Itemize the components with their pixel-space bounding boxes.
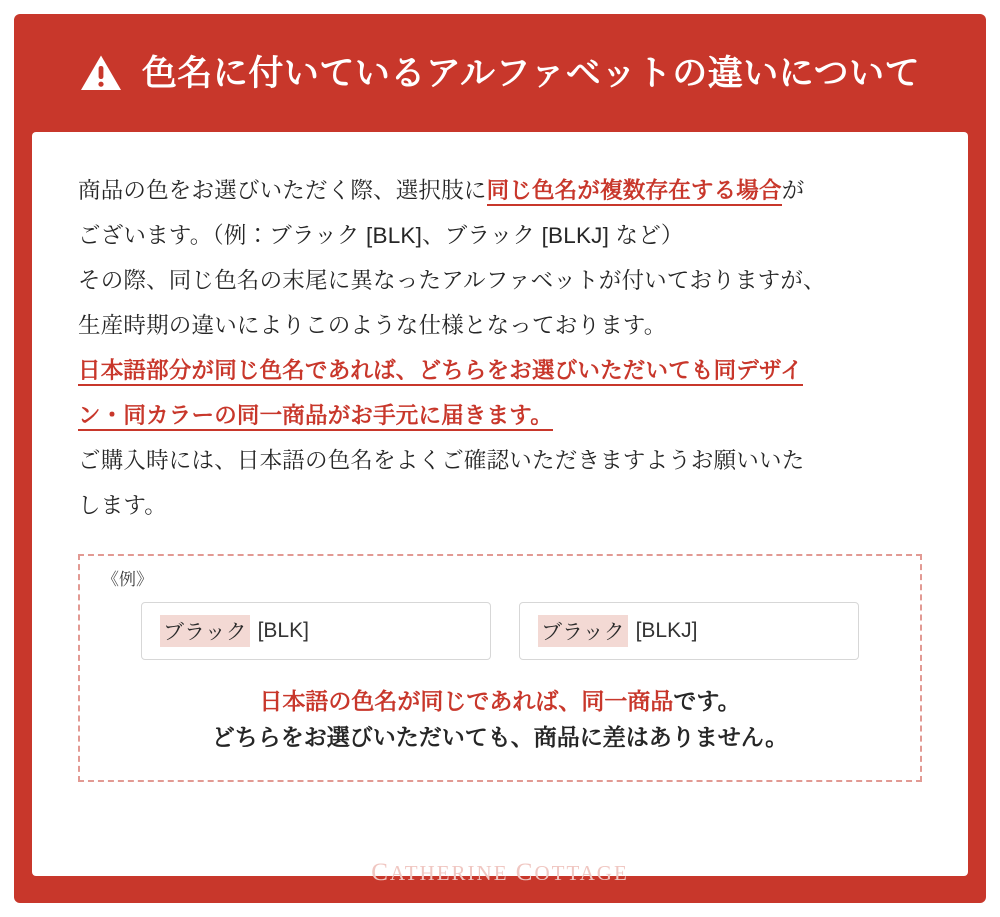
body-line-1-part-a: 商品の色をお選びいただく際、選択肢に [78, 178, 487, 203]
brand-w2: OTTAGE [534, 861, 629, 885]
body-line-6 [78, 393, 922, 438]
color-option-blk-jp-name: ブラック [160, 615, 250, 647]
footer [14, 859, 986, 887]
body-line-3: その際、同じ色名の末尾に異なったアルファベットが付いておりますが、 [78, 268, 826, 293]
body-line-6-text: ン・同カラーの同一商品がお手元に届きます。 [78, 403, 553, 431]
example-note-line-2: どちらをお選びいただいても、商品に差はありません。 [211, 723, 789, 750]
example-note-line-1 [102, 684, 898, 719]
page-title: 色名に付いているアルファベットの違いについて [141, 53, 921, 93]
example-note-line-1-red: 日本語の色名が同じであれば、同一商品 [259, 688, 674, 715]
brand-c2: C [515, 859, 535, 886]
brand-c1: C [371, 859, 390, 886]
brand-wordmark [371, 861, 629, 885]
body-line-4: 生産時期の違いによりこのような仕様となっております。 [78, 313, 667, 338]
example-swatch-row [102, 602, 898, 660]
example-box [78, 554, 922, 782]
color-option-blkj[interactable] [519, 602, 859, 660]
brand-w1: ATHERINE [389, 861, 509, 885]
color-option-blkj-code: [BLKJ] [635, 619, 698, 643]
body-line-5 [78, 348, 922, 393]
body-line-1-part-b: が [781, 178, 805, 203]
body-line-5-text: 日本語部分が同じ色名であれば、どちらをお選びいただいても同デザイ [78, 358, 803, 386]
notice-body [78, 168, 922, 528]
example-notes [102, 684, 898, 755]
notice-panel [14, 14, 986, 903]
example-label: 《例》 [102, 570, 153, 589]
brand-space [509, 861, 516, 885]
body-line-8: します。 [78, 493, 168, 518]
panel-header [14, 14, 986, 132]
body-line-1 [78, 168, 922, 213]
warning-triangle-icon [80, 54, 122, 92]
body-line-2: ございます。（例：ブラック [BLK]、ブラック [BLKJ] など） [78, 223, 684, 248]
color-option-blk-code: [BLK] [257, 619, 309, 643]
color-option-blkj-jp-name: ブラック [538, 615, 628, 647]
example-note-line-1-black: です。 [673, 688, 741, 715]
body-line-1-highlight: 同じ色名が複数存在する場合 [487, 178, 782, 206]
color-option-blk[interactable] [141, 602, 491, 660]
notice-card [32, 132, 968, 876]
body-line-7: ご購入時には、日本語の色名をよくご確認いただきますようお願いいた [78, 448, 805, 473]
